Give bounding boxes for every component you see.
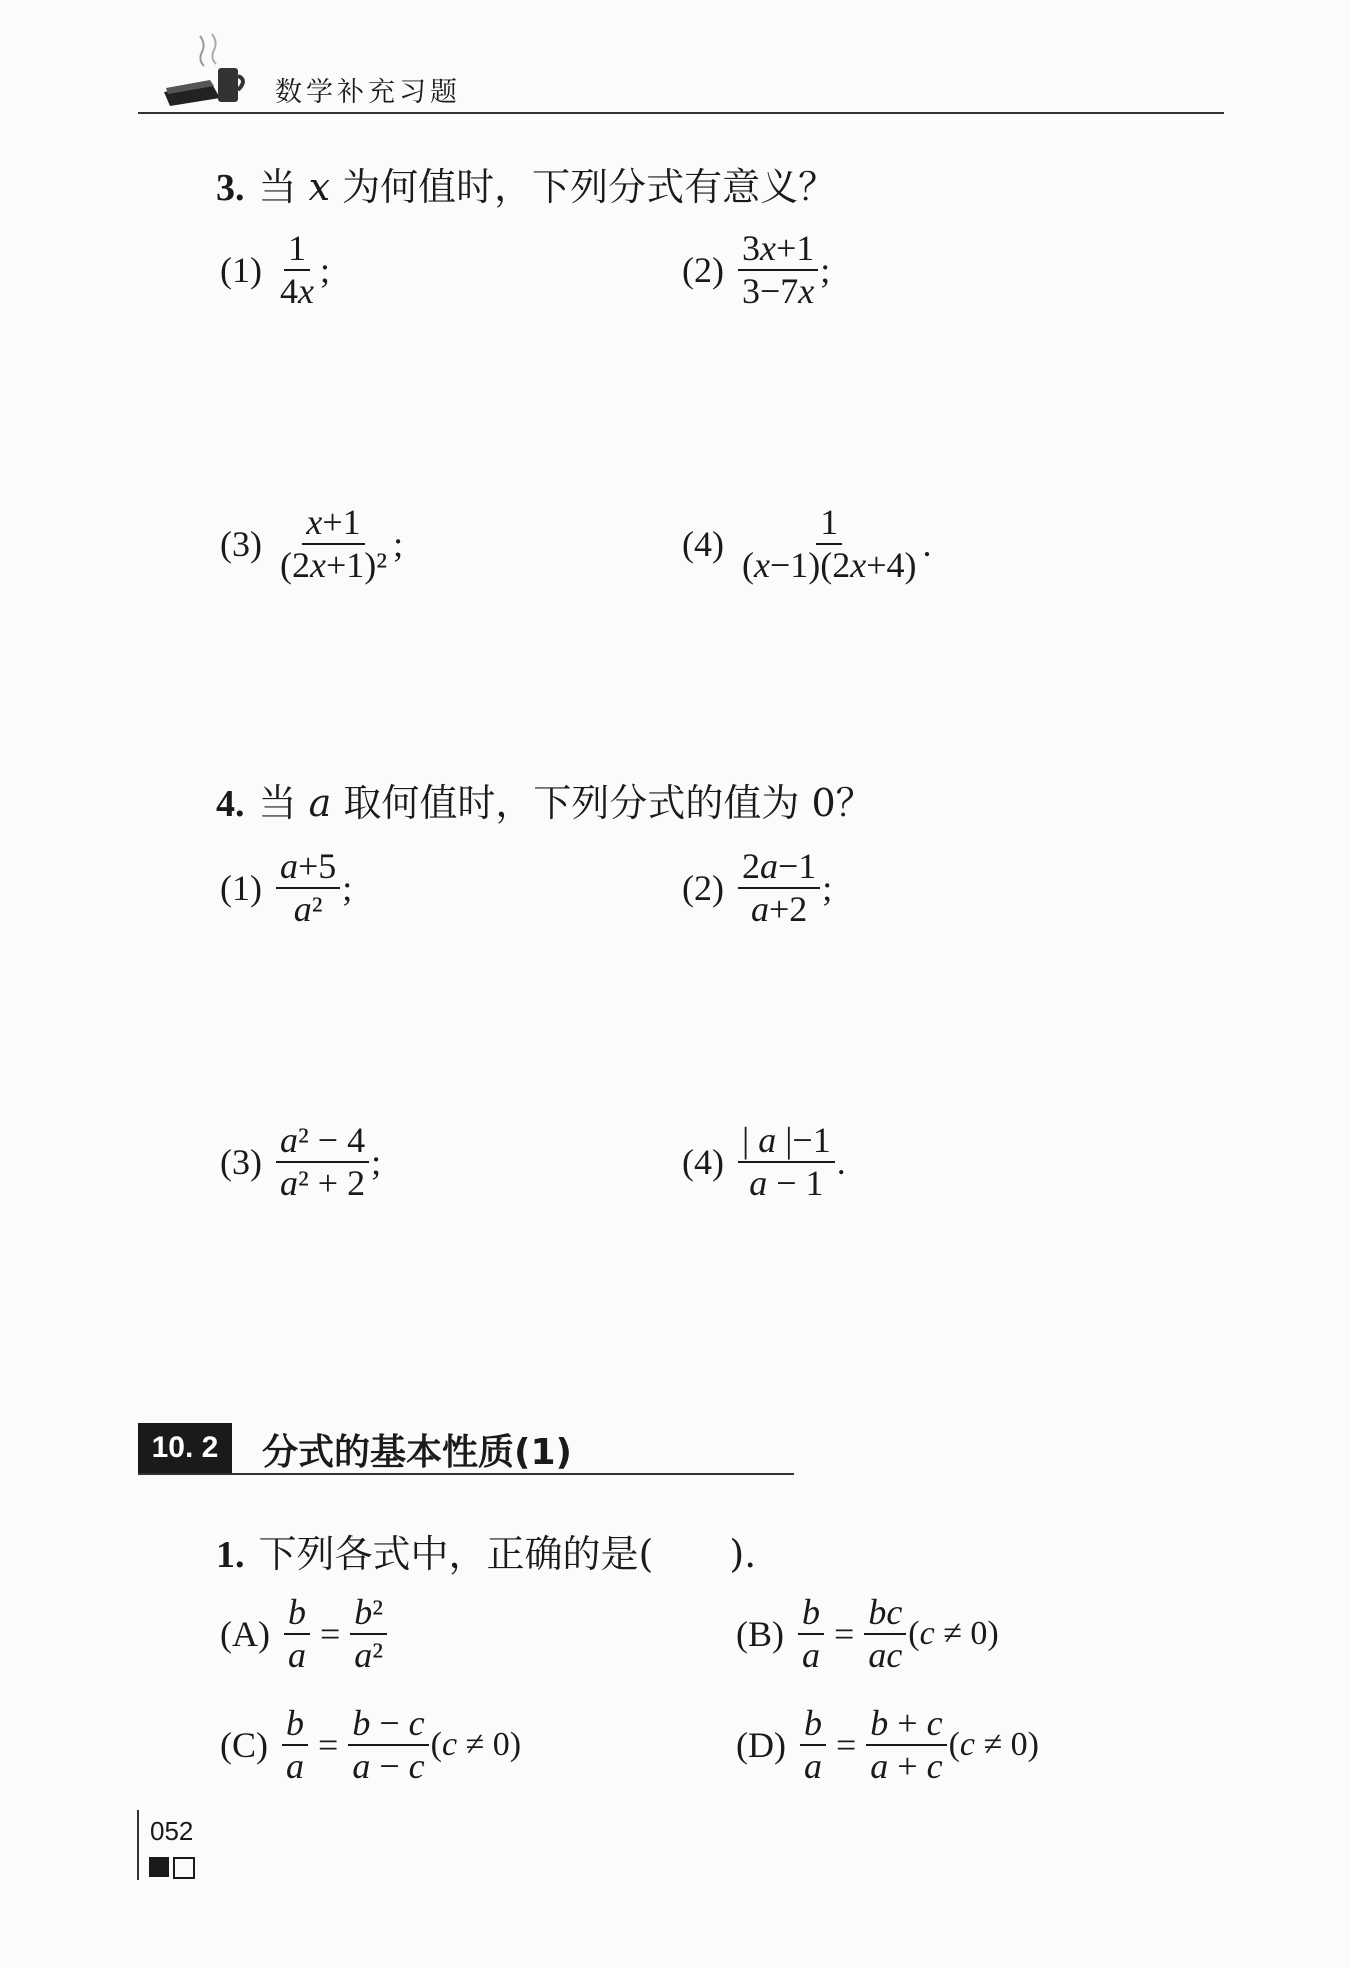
fraction <box>738 228 818 313</box>
empty-square-icon <box>173 1857 195 1879</box>
equals-sign: = <box>835 1725 857 1766</box>
s1-number: 1. <box>216 1534 245 1576</box>
header-rule <box>138 112 1224 114</box>
item-label: (2) <box>682 868 724 909</box>
numerator: b − c <box>348 1703 428 1746</box>
denominator: a² <box>354 1635 384 1676</box>
s1-option-c <box>220 1703 521 1788</box>
q3-title <box>216 156 836 211</box>
equals-sign: = <box>319 1614 341 1655</box>
denominator: (2x+1)² <box>279 545 388 586</box>
denominator: a² <box>293 889 323 930</box>
q4-var: a <box>308 781 332 825</box>
denominator: a − 1 <box>749 1163 824 1204</box>
s1-option-a <box>220 1592 389 1677</box>
punct: . <box>836 1142 846 1183</box>
numerator: bc <box>864 1592 906 1635</box>
punct: ; <box>820 250 831 291</box>
q4-item-3 <box>220 1120 381 1205</box>
denominator: 3−7x <box>741 271 815 312</box>
numerator: b <box>282 1703 308 1746</box>
filled-square-icon <box>149 1857 169 1877</box>
condition: (c ≠ 0) <box>948 1726 1039 1764</box>
fraction <box>738 846 820 931</box>
q3-item-2 <box>682 228 830 313</box>
q4-text-after: 取何值时，下列分式的值为 0？ <box>343 781 874 825</box>
section-rule <box>138 1473 794 1475</box>
fraction-left <box>798 1592 824 1677</box>
s1-option-b <box>736 1592 999 1677</box>
q3-text-before: 当 <box>258 165 297 209</box>
punct: ; <box>822 868 833 909</box>
numerator: b <box>800 1703 826 1746</box>
numerator: 1 <box>816 502 842 545</box>
s1-option-d <box>736 1703 1039 1788</box>
equals-sign: = <box>834 1614 855 1655</box>
denominator: 4x <box>279 271 314 312</box>
numerator: b² <box>350 1592 387 1635</box>
punct: . <box>922 524 932 565</box>
punct: ; <box>342 868 353 909</box>
header-title: 数学补充习题 <box>275 77 461 108</box>
footer-bar <box>137 1810 139 1880</box>
denominator: a <box>803 1746 822 1787</box>
punct: ; <box>393 524 404 565</box>
q4-item-2 <box>682 846 832 931</box>
q3-item-1 <box>220 228 330 313</box>
fraction-left <box>284 1592 310 1677</box>
numerator: a² − 4 <box>276 1120 369 1163</box>
item-label: (3) <box>220 524 262 565</box>
condition: (c ≠ 0) <box>908 1615 999 1653</box>
numerator: b <box>284 1592 310 1635</box>
fraction <box>276 1120 369 1205</box>
s1-text: 下列各式中，正确的是( ). <box>258 1532 757 1576</box>
fraction-right <box>348 1703 428 1788</box>
denominator: a <box>286 1746 304 1787</box>
numerator: a+5 <box>276 846 340 889</box>
fraction-right <box>866 1703 946 1788</box>
page-number: 052 <box>150 1816 194 1846</box>
numerator: 1 <box>284 228 310 271</box>
s1-title <box>216 1523 756 1578</box>
denominator: a <box>802 1635 820 1676</box>
item-label: (1) <box>220 868 262 909</box>
fraction-right <box>350 1592 387 1677</box>
numerator: | a |−1 <box>738 1120 835 1163</box>
books-cup-logo <box>160 30 250 110</box>
numerator: b <box>798 1592 824 1635</box>
item-label: (2) <box>682 250 724 291</box>
numerator: x+1 <box>302 502 364 545</box>
q3-number: 3. <box>216 167 245 209</box>
denominator: a² + 2 <box>279 1163 366 1204</box>
numerator: 3x+1 <box>738 228 818 271</box>
fraction <box>738 1120 835 1205</box>
section-number: 10. 2 <box>138 1423 232 1473</box>
fraction <box>276 228 318 313</box>
option-label: (D) <box>736 1725 786 1766</box>
section-title: 分式的基本性质(1) <box>262 1432 572 1473</box>
equals-sign: = <box>318 1725 339 1766</box>
q4-number: 4. <box>216 783 245 825</box>
denominator: a+2 <box>750 889 808 930</box>
option-label: (B) <box>736 1614 784 1655</box>
numerator: 2a−1 <box>738 846 820 889</box>
denominator: a <box>287 1635 306 1676</box>
denominator: a + c <box>870 1746 943 1787</box>
item-label: (4) <box>682 524 724 565</box>
item-label: (4) <box>682 1142 724 1183</box>
denominator: ac <box>868 1635 903 1676</box>
q4-item-4 <box>682 1120 846 1205</box>
numerator: b + c <box>866 1703 946 1746</box>
q3-text-after: 为何值时，下列分式有意义？ <box>342 165 837 209</box>
condition: (c ≠ 0) <box>430 1726 522 1764</box>
denominator: (x−1)(2x+4) <box>741 545 917 586</box>
item-label: (1) <box>220 250 262 291</box>
fraction-left <box>282 1703 308 1788</box>
q3-item-4 <box>682 502 932 587</box>
q4-text-before: 当 <box>258 781 297 825</box>
punct: ; <box>319 250 330 291</box>
q4-item-1 <box>220 846 352 931</box>
option-label: (A) <box>220 1614 270 1655</box>
item-label: (3) <box>220 1142 262 1183</box>
option-label: (C) <box>220 1725 268 1766</box>
q3-var: x <box>308 165 331 209</box>
denominator: a − c <box>352 1746 425 1787</box>
fraction <box>276 502 391 587</box>
fraction <box>276 846 340 931</box>
punct: ; <box>371 1142 382 1183</box>
fraction-left <box>800 1703 826 1788</box>
fraction-right <box>864 1592 906 1677</box>
q3-item-3 <box>220 502 403 587</box>
fraction <box>738 502 921 587</box>
q4-title <box>216 772 874 827</box>
